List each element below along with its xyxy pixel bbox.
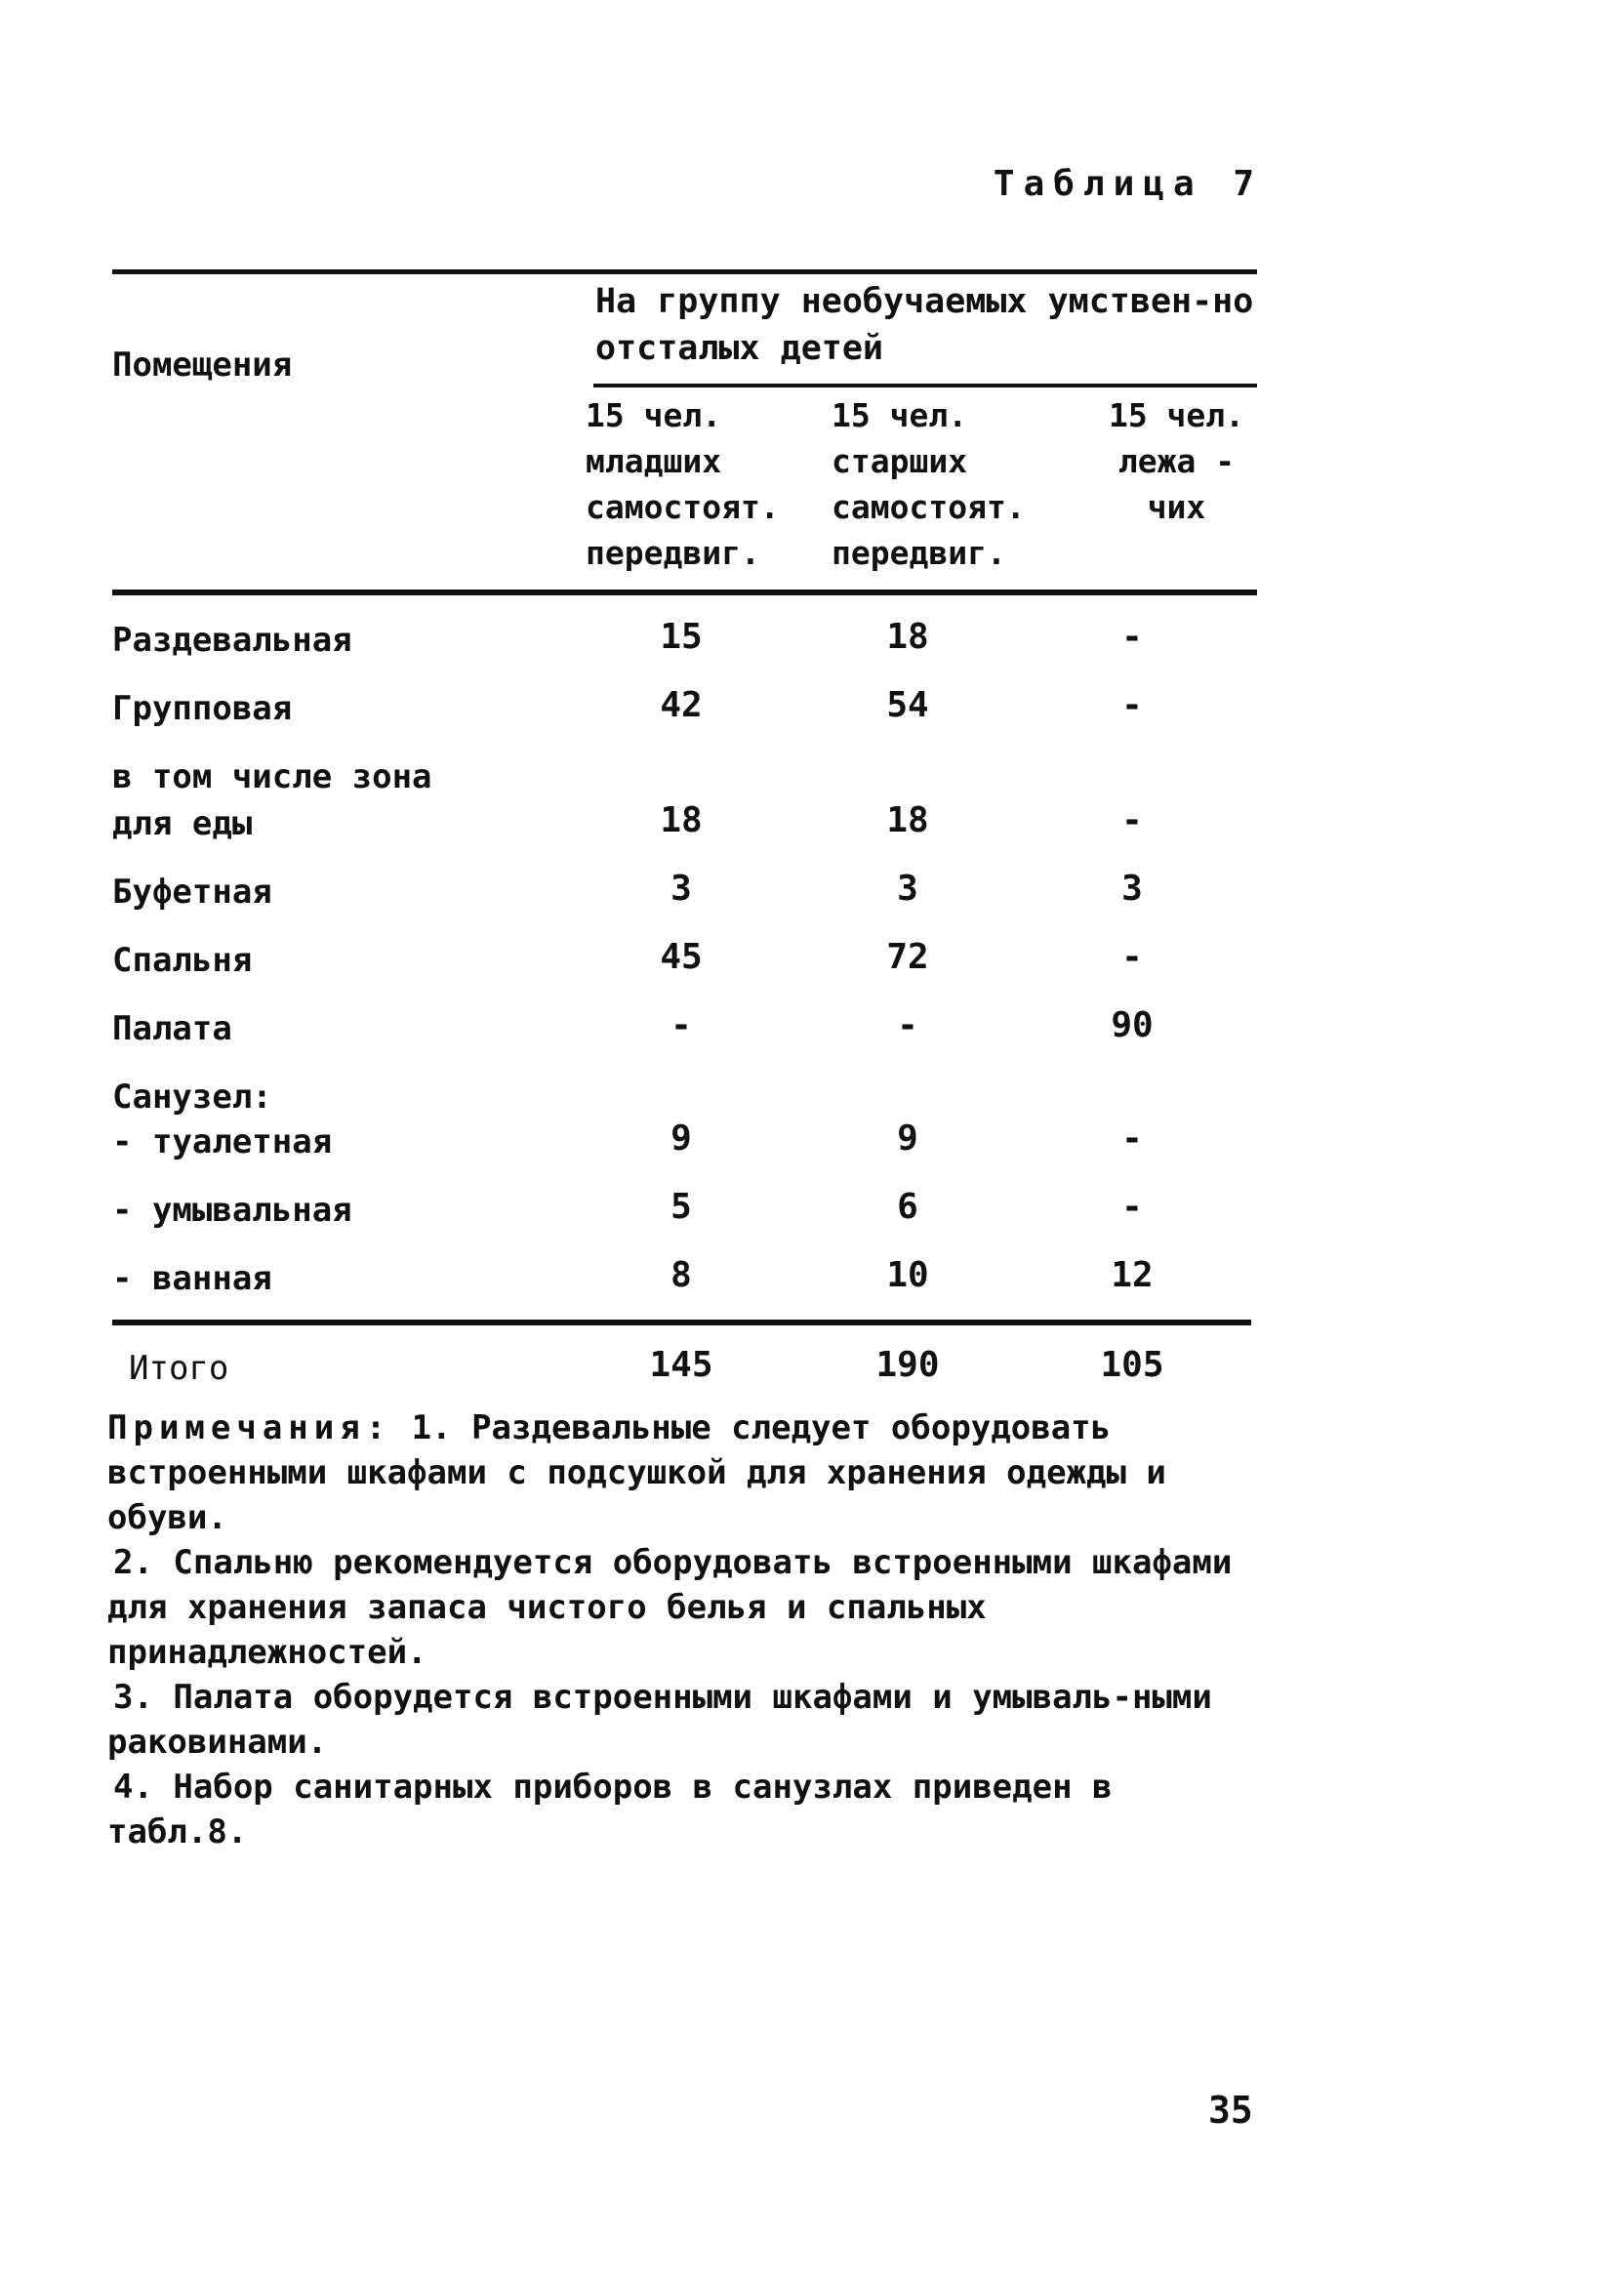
row-name: - туалетная <box>112 1122 333 1161</box>
table-cell: 3 <box>670 869 692 909</box>
total-cell: 190 <box>875 1345 940 1385</box>
table-cell: 8 <box>670 1255 692 1295</box>
table-cell: 18 <box>660 800 703 840</box>
row-name: Спальня <box>112 941 253 980</box>
table-cell: 12 <box>1111 1255 1154 1295</box>
table-cell: - <box>1121 617 1143 657</box>
row-name: в том числе зона <box>112 757 432 796</box>
table-cell: 9 <box>670 1119 692 1159</box>
header-rooms: Помещения <box>112 346 293 385</box>
note-item: 2. Спальню рекомендуется оборудовать встроенными шкафами для хранения запаса чистого белья и спальных принадлежностей. <box>107 1543 1233 1672</box>
column-header-lying: 15 чел. лежа - чих <box>1108 396 1245 526</box>
table-cell: 42 <box>660 685 703 725</box>
table-cell: - <box>897 1005 918 1045</box>
row-name: - ванная <box>112 1259 272 1298</box>
row-name: Палата <box>112 1009 232 1048</box>
row-name: - умывальная <box>112 1191 352 1230</box>
table-cell: 10 <box>886 1255 929 1295</box>
table-cell: 6 <box>897 1187 918 1227</box>
table-cell: - <box>1121 685 1143 725</box>
page-number: 35 <box>1208 2089 1253 2132</box>
table-cell: - <box>670 1005 692 1045</box>
table-top-rule <box>112 269 1257 274</box>
total-label: Итого <box>129 1349 229 1388</box>
table-cell: - <box>1121 1119 1143 1159</box>
total-cell: 105 <box>1100 1345 1164 1385</box>
row-name: Раздевальная <box>112 621 352 660</box>
header-sub-rule <box>593 384 1257 387</box>
row-name: Санузел: <box>112 1078 272 1117</box>
note-item: 3. Палата оборудется встроенными шкафами и умываль-ными раковинами. <box>107 1678 1212 1762</box>
table-cell: 18 <box>886 800 929 840</box>
row-name: Групповая <box>112 689 293 728</box>
table-cell: 5 <box>670 1187 692 1227</box>
row-name: для еды <box>112 804 253 843</box>
table-cell: - <box>1121 800 1143 840</box>
column-header-older: 15 чел. старших самостоят. передвиг. <box>832 396 1026 572</box>
table-cell: 15 <box>660 617 703 657</box>
header-group: На группу необучаемых умствен-но отсталых детей <box>595 282 1254 368</box>
table-cell: 72 <box>886 937 929 977</box>
total-rule <box>112 1320 1251 1325</box>
note-item: 4. Набор санитарных приборов в санузлах приведен в табл.8. <box>107 1768 1113 1852</box>
table-cell: 9 <box>897 1119 918 1159</box>
table-cell: 90 <box>1111 1005 1154 1045</box>
table-cell: 18 <box>886 617 929 657</box>
column-header-young: 15 чел. младших самостоят. передвиг. <box>586 396 780 572</box>
table-cell: 54 <box>886 685 929 725</box>
table-cell: - <box>1121 1187 1143 1227</box>
table-cell: 45 <box>660 937 703 977</box>
row-name: Буфетная <box>112 873 272 912</box>
table-cell: 3 <box>897 869 918 909</box>
note-item: 1. Раздевальные следует оборудовать встроенными шкафами с подсушкой для хранения одежды и обуви. <box>107 1408 1166 1537</box>
table-title: Таблица 7 <box>993 164 1263 204</box>
table-cell: 3 <box>1121 869 1143 909</box>
notes-label: Примечания: <box>107 1408 392 1447</box>
header-bottom-rule <box>112 590 1257 595</box>
total-cell: 145 <box>649 1345 713 1385</box>
notes-block <box>107 1405 1259 1854</box>
table-cell: - <box>1121 937 1143 977</box>
